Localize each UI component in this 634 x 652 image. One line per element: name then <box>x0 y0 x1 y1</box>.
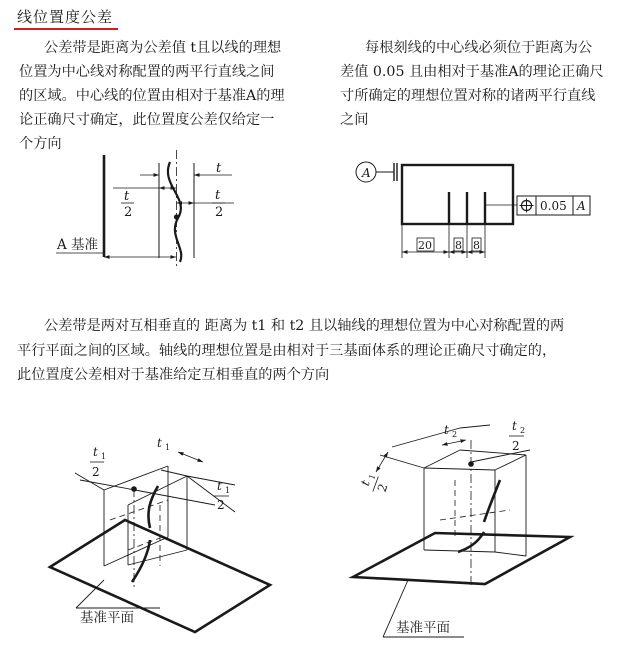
left-paragraph-line: 论正确尺寸确定，此位置度公差仅给定一 <box>19 112 275 128</box>
right-paragraph-line: 之间 <box>340 112 369 128</box>
fig3-t-right-num: t <box>217 479 222 493</box>
fig2-dim-8a: 8 <box>455 239 462 252</box>
datum-plane <box>353 533 570 584</box>
fig1-t-half-den-right: 2 <box>215 205 224 220</box>
fig3-t1-num: t <box>93 445 98 459</box>
bottom-paragraph-line: 此位置度公差相对于基准给定互相垂直的两个方向 <box>17 367 330 383</box>
svg-text:t: t <box>357 478 373 488</box>
fig3-t-right-sub: 1 <box>225 486 231 495</box>
fig1-t-label: t <box>216 161 222 176</box>
fig1-t-half-num: t <box>124 189 130 204</box>
fig4-t1-left-fraction <box>357 471 393 497</box>
svg-text:1: 1 <box>367 472 378 481</box>
fig3-datum-label: 基准平面 <box>80 610 134 626</box>
bottom-paragraph-line: 平行平面之间的区域。轴线的理想位置是由相对于三基面体系的理论正确尺寸确定的， <box>17 343 557 359</box>
fig1-datum-label: A 基准 <box>57 237 99 253</box>
left-paragraph-line: 个方向 <box>19 136 62 152</box>
fig2-tolerance-value: 0.05 <box>540 199 567 213</box>
right-paragraph-line: 寸所确定的理想位置对称的诸两平行直线 <box>340 88 596 104</box>
fig4-t2-top: t <box>444 423 449 437</box>
fig2-tolerance-datum: A <box>577 199 586 213</box>
figure-3d-tolerance-zone-right <box>353 425 570 637</box>
fig3-t1-top: t <box>157 436 162 450</box>
fig2-datum-letter: A <box>362 166 371 180</box>
left-paragraph-line: 的区域。中心线的位置由相对于基准A的理 <box>19 88 285 104</box>
fig4-t2-top-sub: 2 <box>452 430 458 439</box>
fig2-dim-8b: 8 <box>473 239 480 252</box>
left-paragraph-line: 位置为中心线对称配置的两平行直线之间 <box>19 64 275 80</box>
fig4-t2-right-num: t <box>512 419 517 433</box>
fig2-dim-20: 20 <box>418 239 432 252</box>
part-rectangle <box>402 165 513 224</box>
fig4-t2-right-den: 2 <box>512 439 520 453</box>
section-heading: 线位置度公差 <box>17 8 114 26</box>
fig1-t-half-den: 2 <box>124 205 133 220</box>
fig1-t-half-num-right: t <box>215 188 221 203</box>
right-paragraph-line: 差值 0.05 且由相对于基准A的理论正确尺 <box>340 64 604 80</box>
fig3-t1-top-sub: 1 <box>165 443 171 452</box>
figure-3d-tolerance-zone-left <box>50 452 270 632</box>
fig4-datum-label: 基准平面 <box>396 620 450 636</box>
svg-text:2: 2 <box>374 481 391 494</box>
fig4-t2-right-sub: 2 <box>520 426 526 435</box>
bottom-paragraph-line: 公差带是两对互相垂直的 距离为 t1 和 t2 且以轴线的理想位置为中心对称配置的两 <box>44 318 565 334</box>
fig3-t1-sub: 1 <box>101 452 107 461</box>
left-paragraph-line: 公差带是距离为公差值 t且以线的理想 <box>44 40 282 56</box>
right-paragraph-line: 每根刻线的中心线必须位于距离为公 <box>365 40 593 56</box>
actual-line-curve <box>168 162 181 262</box>
fig3-t-right-den: 2 <box>217 498 225 512</box>
fig3-t1-den: 2 <box>92 465 100 479</box>
